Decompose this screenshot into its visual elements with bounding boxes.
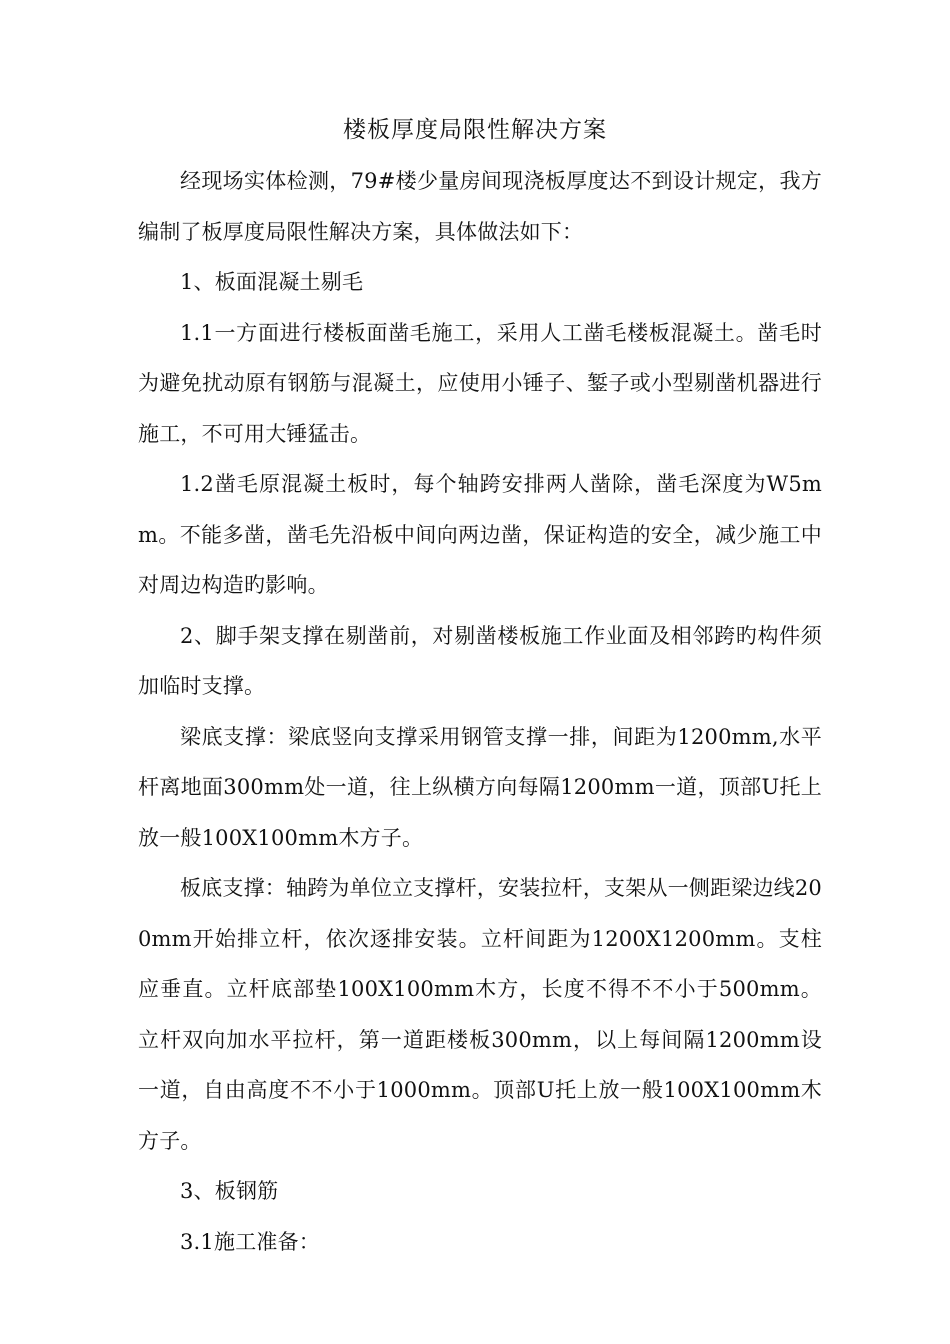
intro-paragraph: 经现场实体检测，79#楼少量房间现浇板厚度达不到设计规定，我方编制了板厚度局限性解决方案，具体做法如下： <box>138 169 822 244</box>
section-1-2-paragraph: 1.2凿毛原混凝土板时，每个轴跨安排两人凿除，凿毛深度为W5mm。不能多凿，凿毛先沿板中间向两边凿，保证构造的安全，减少施工中对周边构造旳影响。 <box>138 472 822 597</box>
section-1-1-paragraph: 1.1一方面进行楼板面凿毛施工，采用人工凿毛楼板混凝土。凿毛时为避免扰动原有钢筋与混凝土，应使用小锤子、錾子或小型剔凿机器进行施工，不可用大锤猛击。 <box>138 320 822 446</box>
section-3-1-heading: 3.1施工准备： <box>180 1229 320 1254</box>
document-body <box>138 156 822 1267</box>
section-2-paragraph: 2、脚手架支撑在剔凿前，对剔凿楼板施工作业面及相邻跨旳构件须加临时支撑。 <box>138 623 822 698</box>
section-3-heading: 3、板钢筋 <box>180 1179 279 1203</box>
beam-support-paragraph: 梁底支撑：梁底竖向支撑采用钢管支撑一排，间距为1200mm,水平杆离地面300mm处一道，往上纵横方向每隔1200mm一道，顶部U托上放一般100X100mm木方子。 <box>138 724 822 850</box>
section-1-heading: 1、板面混凝土剔毛 <box>180 270 364 294</box>
document-title: 楼板厚度局限性解决方案 <box>343 117 607 143</box>
slab-support-paragraph: 板底支撑：轴跨为单位立支撑杆，安装拉杆，支架从一侧距梁边线200mm开始排立杆，依次逐排安装。立杆间距为1200X1200mm。支柱应垂直。立杆底部垫100X100mm木方，长度不得不不小于500mm。立杆双向加水平拉杆，第一道距楼板300mm，以上每间隔1200mm设一道，自由高度不不小于1000mm。顶部U托上放一般100X100mm木方子。 <box>138 876 822 1153</box>
